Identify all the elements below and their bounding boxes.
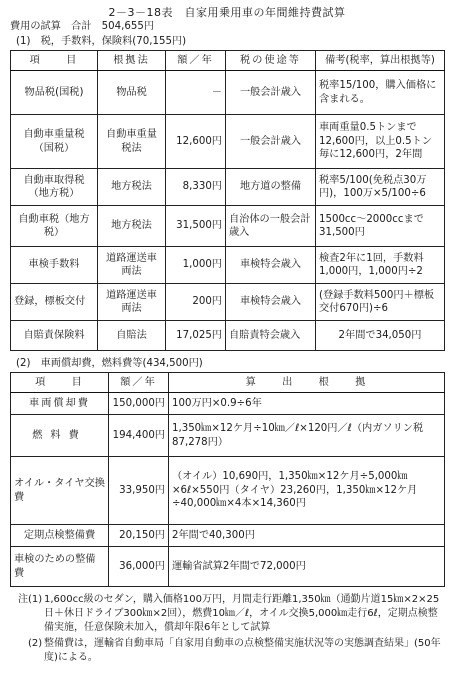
row-use: 地方道の整備: [226, 169, 316, 206]
row-amount: 8,330円: [166, 169, 226, 206]
row-note: 2年間で34,050円: [316, 321, 445, 351]
row-law: 地方税法: [98, 169, 166, 206]
table-row: [11, 457, 445, 525]
row-law: 道路運送車両法: [98, 247, 166, 284]
note-text: 整備費は，運輸省自動車局「自家用自動車の点検整備実施状況等の実態調査結果」(50年度)による。: [44, 638, 441, 664]
row-item: 定期点検整備費: [11, 525, 109, 547]
table-row: [11, 525, 445, 547]
row-use: 自治体の一般会計歳入: [226, 206, 316, 247]
row-item: オイル・タイヤ交換費: [11, 457, 109, 525]
note-text: 1,600cc級のセダン，購入価格100万円，月間走行距離1,350㎞（通勤片道15㎞×2×25日＋休日ドライブ300㎞×2回），燃費10㎞／ℓ，オイル交換5,000㎞走行6ℓ，定期点検整備実施，任意保険未加入，償却年限6年として試算: [44, 594, 440, 633]
row-amount: 36,000円: [109, 547, 169, 587]
header-use: 税の使途等: [226, 51, 316, 71]
row-note: (登録手数料500円＋標板交付670円)÷6: [316, 284, 445, 321]
row-amount: 12,600円: [166, 115, 226, 169]
row-item: 車検手数料: [11, 247, 98, 284]
row-law: 地方税法: [98, 206, 166, 247]
table-row: [11, 206, 445, 247]
row-law: 物品税: [98, 71, 166, 115]
table-row: [11, 284, 445, 321]
section1-label: (1) 税，手数料，保険料(70,155円): [16, 36, 187, 47]
row-law: 自賠法: [98, 321, 166, 351]
row-use: 一般会計歳入: [226, 115, 316, 169]
row-use: 車検特会歳入: [226, 284, 316, 321]
row-amount: －: [166, 71, 226, 115]
row-basis: 運輸省試算2年間で72,000円: [169, 547, 445, 587]
table-title: 2－3－18表 自家用乗用車の年間維持費試算: [108, 6, 346, 19]
table-row: [11, 169, 445, 206]
table-header-row: [11, 51, 445, 71]
row-note: 税率5/100(免税点30万円)，100万×5/100÷6: [316, 169, 445, 206]
row-item: 車検のための整備費: [11, 547, 109, 587]
vehicle-cost-table: [10, 372, 445, 587]
row-use: 一般会計歳入: [226, 71, 316, 115]
header-law: 根拠法: [98, 51, 166, 71]
row-note: 税率15/100，購入価格に含まれる。: [316, 71, 445, 115]
header-amount: 額／年: [166, 51, 226, 71]
row-basis: 2年間で40,300円: [169, 525, 445, 547]
table-row: [11, 321, 445, 351]
row-item: 登録，標板交付: [11, 284, 98, 321]
total-cost-line: 費用の試算 合計 504,655円: [10, 21, 155, 32]
row-note: 1500cc～2000ccまで31,500円: [316, 206, 445, 247]
row-amount: 20,150円: [109, 525, 169, 547]
header-note: 備考(税率，算出根拠等): [316, 51, 445, 71]
row-amount: 194,400円: [109, 415, 169, 457]
row-note: 検査2年に1回，手数料1,000円，1,000円÷2: [316, 247, 445, 284]
tax-fee-table: [10, 50, 445, 351]
table-row: [11, 415, 445, 457]
row-item: 車両償却費: [11, 393, 109, 415]
table-row: [11, 393, 445, 415]
row-use: 自賠責特会歳入: [226, 321, 316, 351]
row-item: 物品税(国税): [11, 71, 98, 115]
row-item: 自賠責保険料: [11, 321, 98, 351]
row-law: 道路運送車両法: [98, 284, 166, 321]
row-note: 車両重量0.5トンまで12,600円，以上0.5トン毎に12,600円，2年間: [316, 115, 445, 169]
row-item: 自動車重量税（国税）: [11, 115, 98, 169]
header-item: 項 目: [11, 51, 98, 71]
note-number: (2): [28, 638, 43, 650]
row-amount: 1,000円: [166, 247, 226, 284]
section2-label: (2) 車両償却費，燃料費等(434,500円): [16, 358, 203, 369]
row-amount: 31,500円: [166, 206, 226, 247]
header-basis: 算 出 根 拠: [169, 373, 445, 393]
notes-section: [10, 593, 444, 665]
row-amount: 17,025円: [166, 321, 226, 351]
header-item: 項 目: [11, 373, 109, 393]
row-amount: 200円: [166, 284, 226, 321]
header-amount: 額／年: [109, 373, 169, 393]
table-row: [11, 71, 445, 115]
note-item: [10, 637, 444, 665]
row-use: 車検特会歳入: [226, 247, 316, 284]
note-item: [10, 593, 444, 634]
row-item: 自動車取得税（地方税）: [11, 169, 98, 206]
table-row: [11, 115, 445, 169]
row-law: 自動車重量税法: [98, 115, 166, 169]
table-row: [11, 547, 445, 587]
row-amount: 150,000円: [109, 393, 169, 415]
row-amount: 33,950円: [109, 457, 169, 525]
table-row: [11, 247, 445, 284]
table-header-row: [11, 373, 445, 393]
note-number: 注(1): [18, 594, 43, 605]
row-item: 燃料費: [11, 415, 109, 457]
row-basis: 1,350㎞×12ケ月÷10㎞／ℓ×120円／ℓ（内ガソリン税87,278円）: [169, 415, 445, 457]
row-basis: （オイル）10,690円，1,350㎞×12ケ月÷5,000㎞×6ℓ×550円（タイヤ）23,260円，1,350㎞×12ケ月÷40,000㎞×4本×14,360円: [169, 457, 445, 525]
row-basis: 100万円×0.9÷6年: [169, 393, 445, 415]
row-item: 自動車税（地方税）: [11, 206, 98, 247]
